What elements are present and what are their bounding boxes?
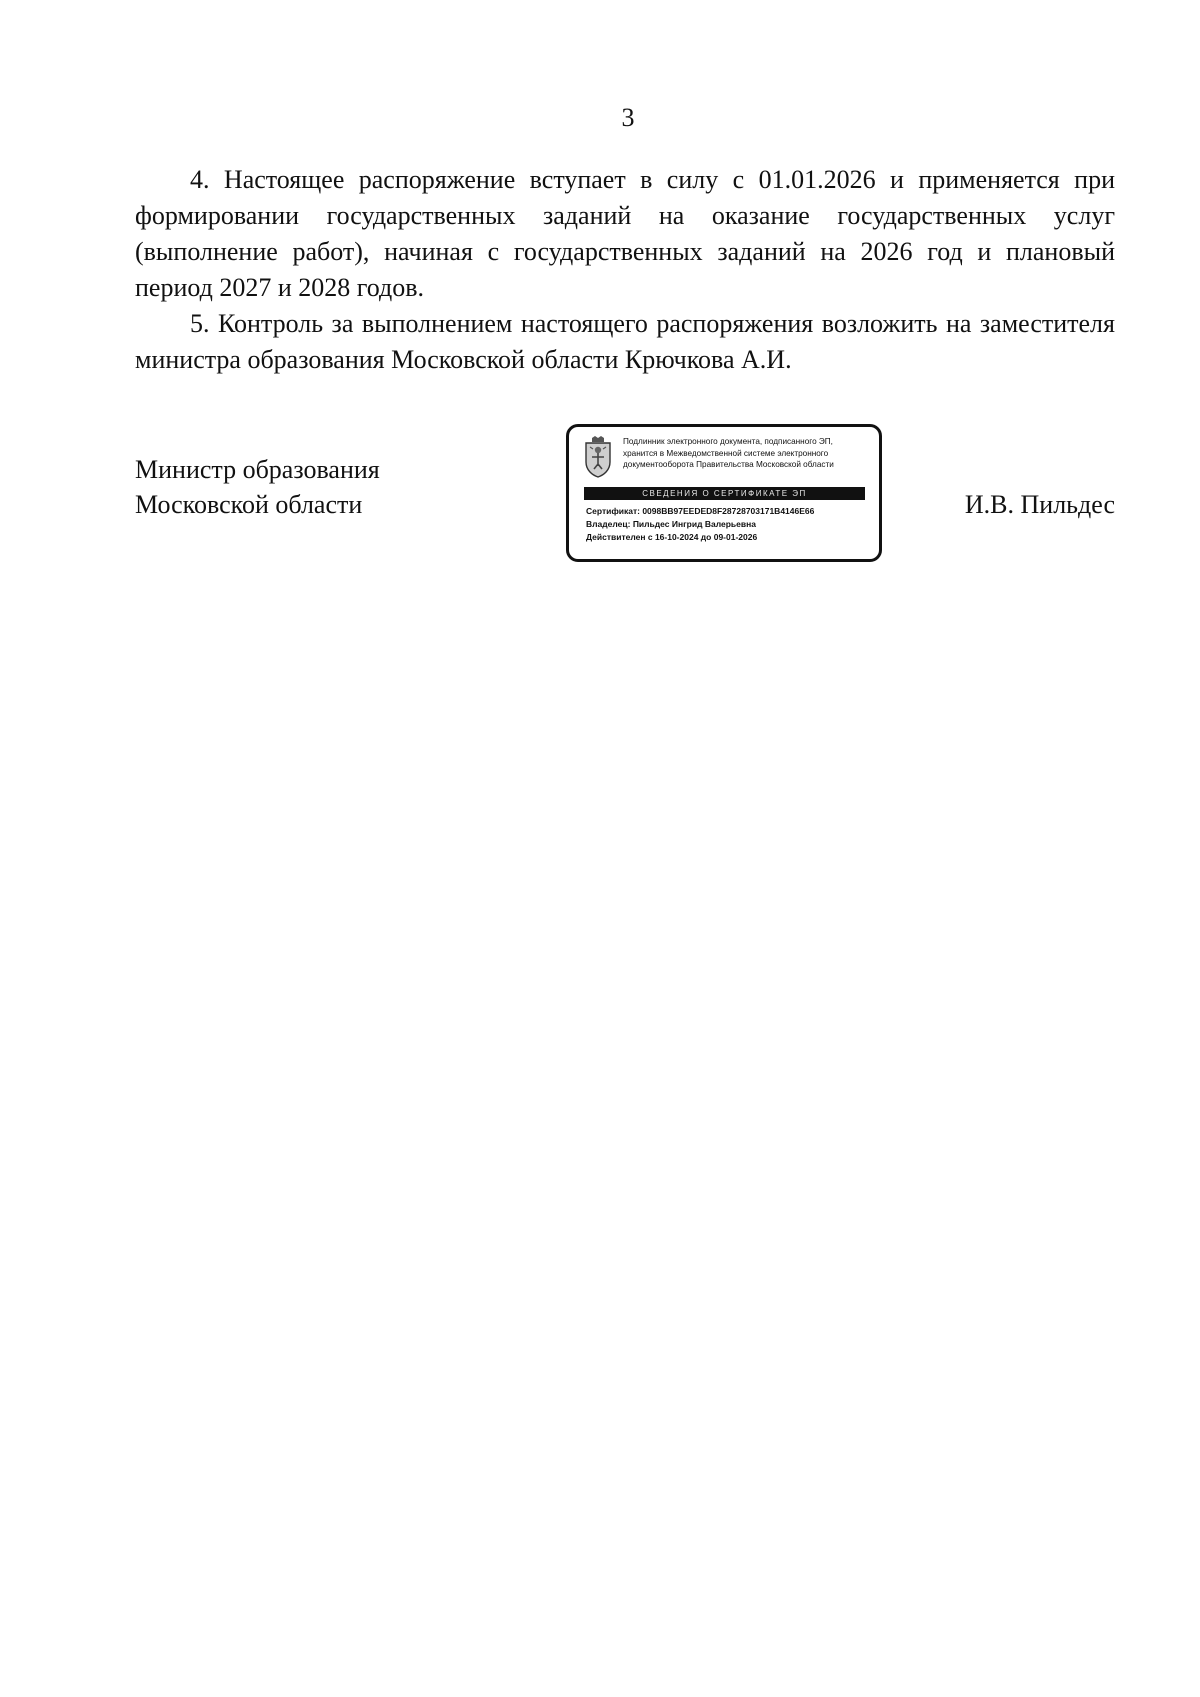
signature-block: [0, 424, 1200, 584]
stamp-notice-line-3: документооборота Правительства Московской области: [623, 460, 834, 469]
electronic-signature-stamp: [566, 424, 882, 562]
stamp-certificate-validity: Действителен с 16-10-2024 до 09-01-2026: [586, 532, 758, 542]
moscow-oblast-coat-of-arms-icon: [583, 435, 613, 479]
document-body: [135, 162, 1115, 378]
stamp-certificate-owner: Владелец: Пильдес Ингрид Валерьевна: [586, 519, 756, 529]
paragraph-4: 4. Настоящее распоряжение вступает в силу с 01.01.2026 и применяется при формировании государственных заданий на оказание государственных услуг (выполнение работ), начиная с государственных заданий на 2026 год и плановый период 2027 и 2028 годов.: [135, 165, 1115, 302]
stamp-notice: [623, 436, 873, 471]
stamp-certificate-number: Сертификат: 0098BB97EEDED8F28728703171B4146E66: [586, 506, 815, 516]
signer-position-line-2: Московской области: [135, 490, 363, 519]
stamp-certificate-details: [586, 505, 876, 544]
stamp-notice-line-1: Подлинник электронного документа, подписанного ЭП,: [623, 437, 833, 446]
stamp-certificate-header: СВЕДЕНИЯ О СЕРТИФИКАТЕ ЭП: [584, 487, 865, 500]
paragraph-5: 5. Контроль за выполнением настоящего распоряжения возложить на заместителя министра образования Московской области Крючкова А.И.: [135, 309, 1115, 374]
stamp-notice-line-2: хранится в Межведомственной системе электронного: [623, 448, 829, 458]
signer-position: [135, 452, 380, 522]
signer-position-line-1: Министр образования: [135, 455, 380, 484]
signer-name: И.В. Пильдес: [964, 490, 1115, 519]
page-number: 3: [621, 103, 635, 132]
